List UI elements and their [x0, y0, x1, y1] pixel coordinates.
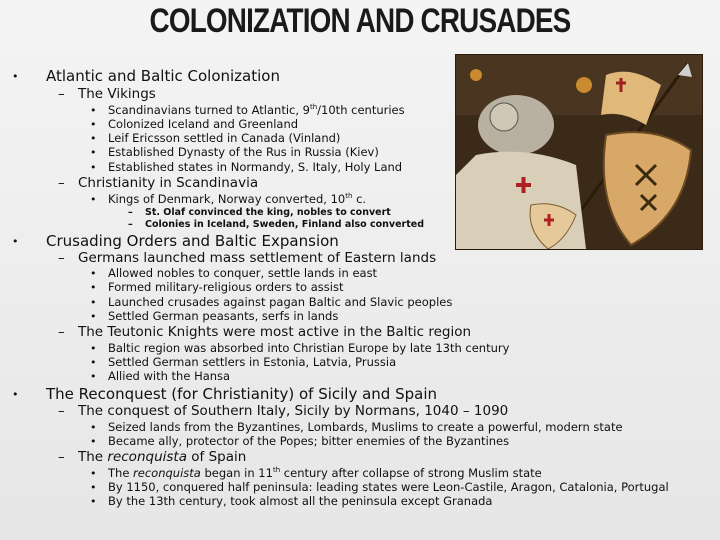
bullet-icon: • — [90, 104, 97, 117]
list-item: Formed military-religious orders to assist — [108, 280, 344, 294]
bullet-icon: • — [90, 146, 97, 159]
dash-icon: – — [58, 250, 65, 266]
bullet-icon: • — [90, 161, 97, 174]
subheading: The Teutonic Knights were most active in the Baltic region — [78, 324, 472, 340]
list-item: The reconquista began in 11th century after collapse of strong Muslim state — [108, 466, 542, 480]
bullet-icon: • — [90, 370, 97, 383]
section-heading: Crusading Orders and Baltic Expansion — [46, 232, 339, 250]
bullet-icon: • — [90, 421, 97, 434]
list-subitem: St. Olaf convinced the king, nobles to convert — [145, 207, 391, 218]
dash-icon: – — [58, 86, 65, 102]
list-item: Kings of Denmark, Norway converted, 10th c. — [108, 192, 367, 206]
dash-icon: – — [128, 207, 133, 218]
bullet-icon: • — [90, 467, 97, 480]
bullet-icon: • — [90, 193, 97, 206]
section-heading: The Reconquest (for Christianity) of Sicily and Spain — [46, 385, 438, 403]
bullet-icon: • — [90, 281, 97, 294]
crusader-illustration — [455, 54, 703, 250]
bullet-icon: • — [90, 296, 97, 309]
list-item: By 1150, conquered half peninsula: leading states were Leon-Castile, Aragon, Catalonia, Portugal — [108, 480, 669, 494]
dash-icon: – — [58, 449, 65, 465]
dash-icon: – — [58, 403, 65, 419]
bullet-icon: • — [90, 435, 97, 448]
dash-icon: – — [58, 324, 65, 340]
section-heading: Atlantic and Baltic Colonization — [46, 67, 280, 85]
list-item: Settled German peasants, serfs in lands — [108, 309, 339, 323]
dash-icon: – — [128, 219, 133, 230]
list-item: Settled German settlers in Estonia, Latvia, Prussia — [108, 355, 397, 369]
bullet-icon: • — [12, 388, 19, 401]
subheading: The conquest of Southern Italy, Sicily by Normans, 1040 – 1090 — [78, 403, 509, 419]
bullet-icon: • — [90, 132, 97, 145]
dash-icon: – — [58, 175, 65, 191]
list-item: Allied with the Hansa — [108, 369, 231, 383]
list-item: Established Dynasty of the Rus in Russia (Kiev) — [108, 145, 379, 159]
bullet-icon: • — [90, 356, 97, 369]
list-item: Launched crusades against pagan Baltic and Slavic peoples — [108, 295, 453, 309]
list-item: Scandinavians turned to Atlantic, 9th/10th centuries — [108, 103, 405, 117]
list-item: Allowed nobles to conquer, settle lands in east — [108, 266, 378, 280]
list-item: By the 13th century, took almost all the peninsula except Granada — [108, 494, 493, 508]
bullet-icon: • — [12, 235, 19, 248]
list-item: Became ally, protector of the Popes; bitter enemies of the Byzantines — [108, 434, 510, 448]
bullet-icon: • — [90, 495, 97, 508]
subheading: Germans launched mass settlement of Eastern lands — [78, 250, 437, 266]
bullet-icon: • — [90, 310, 97, 323]
bullet-icon: • — [12, 70, 19, 83]
bullet-icon: • — [90, 267, 97, 280]
list-item: Baltic region was absorbed into Christian Europe by late 13th century — [108, 341, 510, 355]
subheading: The reconquista of Spain — [78, 449, 247, 465]
list-item: Leif Ericsson settled in Canada (Vinland) — [108, 131, 341, 145]
list-item: Seized lands from the Byzantines, Lombards, Muslims to create a powerful, modern state — [108, 420, 623, 434]
subheading: Christianity in Scandinavia — [78, 175, 259, 191]
bullet-icon: • — [90, 118, 97, 131]
list-subitem: Colonies in Iceland, Sweden, Finland also converted — [145, 219, 425, 230]
list-item: Colonized Iceland and Greenland — [108, 117, 299, 131]
subheading: The Vikings — [78, 86, 156, 102]
slide-title: COLONIZATION AND CRUSADES — [149, 2, 571, 40]
list-item: Established states in Normandy, S. Italy, Holy Land — [108, 160, 403, 174]
bullet-icon: • — [90, 481, 97, 494]
bullet-icon: • — [90, 342, 97, 355]
